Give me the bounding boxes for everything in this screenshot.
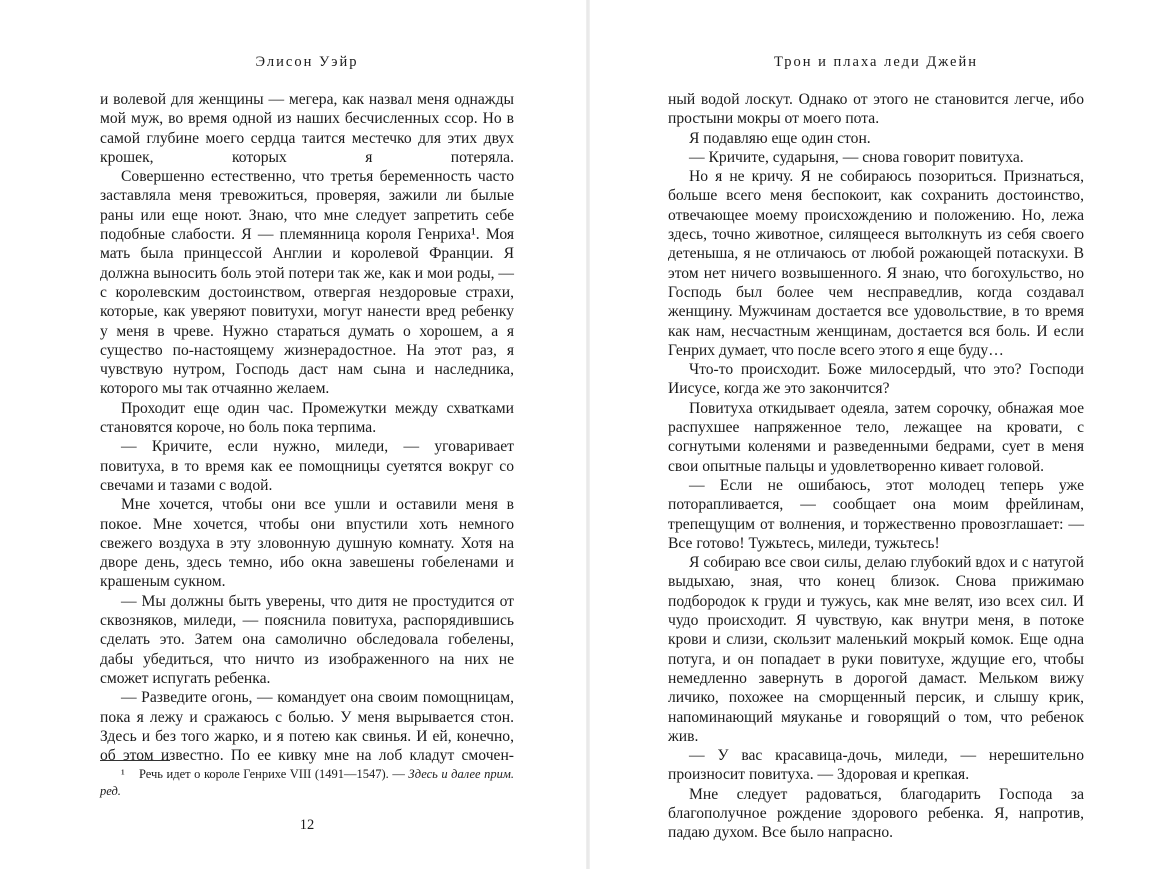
footnote [100,766,514,800]
paragraph: Что-то происходит. Боже милосердый, что это? Господи Иисусе, когда же это закончится? [668,361,1084,398]
right-page [590,0,1174,869]
paragraph: — Если не ошибаюсь, этот молодец теперь уже поторапливается, — сообщает она моим фрейлинам, трепещущим от волнения, и торжественно провозглашает: — Все готово! Тужьтесь, миледи, тужьтесь! [668,476,1084,552]
footnote-text: Речь идет о короле Генрихе VIII (1491—1547). — [139,767,409,781]
paragraph: Но я не кричу. Я не собираюсь позориться. Признаться, больше всего меня беспокоит, как сохранить достоинство, отвечающее моему происхождению и положению. Но, лежа здесь, точно животное, силящееся вытолкнуть из себя своего детеныша, я не отличаюсь от любой рожающей потаскухи. В этом нет ничего возвышенного. Я знаю, что богохульство, но Господь был более чем несправедлив, когда создавал женщину. Мужчинам достается все удовольствие, в то время как нам, несчастным женщинам, достается вся боль. И если Генрих думает, что после всего этого я еще буду… [668,168,1084,359]
paragraph: Проходит еще один час. Промежутки между схватками становятся короче, но боль пока терпима. [100,399,514,437]
paragraph: и волевой для женщины — мегера, как назвал меня однажды мой муж, во время одной из наших бесчисленных ссор. Но в самой глубине моего сердца таится местечко для этих двух крошек, которых я потеряла. [100,91,514,166]
paragraph: Совершенно естественно, что третья беременность часто заставляла меня тревожиться, проверяя, зажили ли былые раны или еще ноют. Знаю, что мне следует запретить себе подобные слабости. Я — племянница короля Генриха¹. Моя мать была принцессой Англии и королевой Франции. Я должна выносить боль этой потери так же, как и мои роды, — с королевским достоинством, отвергая нездоровые страхи, которые, как уверяют повитухи, могут нанести вред ребенку у меня в чреве. Нужно стараться думать о хорошем, а я существо по-настоящему жизнерадостное. На этот раз, я чувствую нутром, Господь даст нам сына и наследника, которого мы так отчаянно желаем. [100,168,514,398]
paragraph: — Разведите огонь, — командует она своим помощницам, пока я лежу и сражаюсь с болью. У меня вырывается стон. Здесь и без того жарко, и я потею как свинья. И ей, конечно, об этом известно. По ее кивку мне на лоб кладут смочен- [100,689,514,765]
left-page [0,0,586,869]
right-running-head: Трон и плаха леди Джейн [773,54,979,70]
paragraph: Мне хочется, чтобы они все ушли и оставили меня в покое. Мне хочется, чтобы они впустили хоть немного свежего воздуха в эту зловонную душную комнату. Хотя на дворе день, здесь темно, ибо окна завешены гобеленами и крашеным сукном. [100,496,514,591]
paragraph: — У вас красавица-дочь, миледи, — нерешительно произносит повитуха. — Здоровая и крепкая. [668,747,1084,784]
right-page-text [668,90,1084,843]
paragraph: Я собираю все свои силы, делаю глубокий вдох и с натугой выдыхаю, зная, что конец близок. Снова прижимаю подбородок к груди и тужусь, как мне велят, изо всех сил. И чудо происходит. Я чувствую, как внутри меня, в потоке крови и слизи, скользит маленький мокрый комок. Еще одна потуга, и он попадает в руки повитухе, ждущие его, чтобы немедленно завернуть в дорогой дамаст. Мельком вижу личико, похожее на сморщенный персик, и слышу крик, напоминающий мяуканье и говорящий о том, что ребенок жив. [668,554,1084,745]
paragraph: — Кричите, сударыня, — снова говорит повитуха. [689,148,1024,166]
left-running-head: Элисон Уэйр [255,54,359,70]
paragraph: Мне следует радоваться, благодарить Господа за благополучное рождение здорового ребенка. Я, напротив, падаю духом. Все было напрасно. [668,785,1084,842]
footnote-rule [100,760,170,761]
footnote-editor-note: Здесь и далее прим. ред. [100,767,514,798]
paragraph: Повитуха откидывает одеяла, затем сорочку, обнажая мое распухшее напряженное тело, лежащее на кровати, с согнутыми коленями и разведенными бедрами, сует в меня свои опытные пальцы и удовлетворенно кивает головой. [668,399,1084,475]
paragraph: Я подавляю еще один стон. [689,129,871,147]
paragraph: — Мы должны быть уверены, что дитя не простудится от сквозняков, миледи, — пояснила повитуха, распорядившись сделать это. Затем она самолично обследовала гобелены, дабы убедиться, что ничто из изображенного на них не сможет испугать ребенка. [100,592,514,687]
footnote-mark: ¹ [121,767,125,781]
paragraph: — Кричите, если нужно, миледи, — уговаривает повитуха, в то время как ее помощницы суетятся вокруг со свечами и тазами с водой. [100,438,514,494]
paragraph: ный водой лоскут. Однако от этого не становится легче, ибо простыни мокры от моего пота. [668,91,1084,128]
page-number: 12 [299,817,315,833]
left-page-text [100,90,514,765]
